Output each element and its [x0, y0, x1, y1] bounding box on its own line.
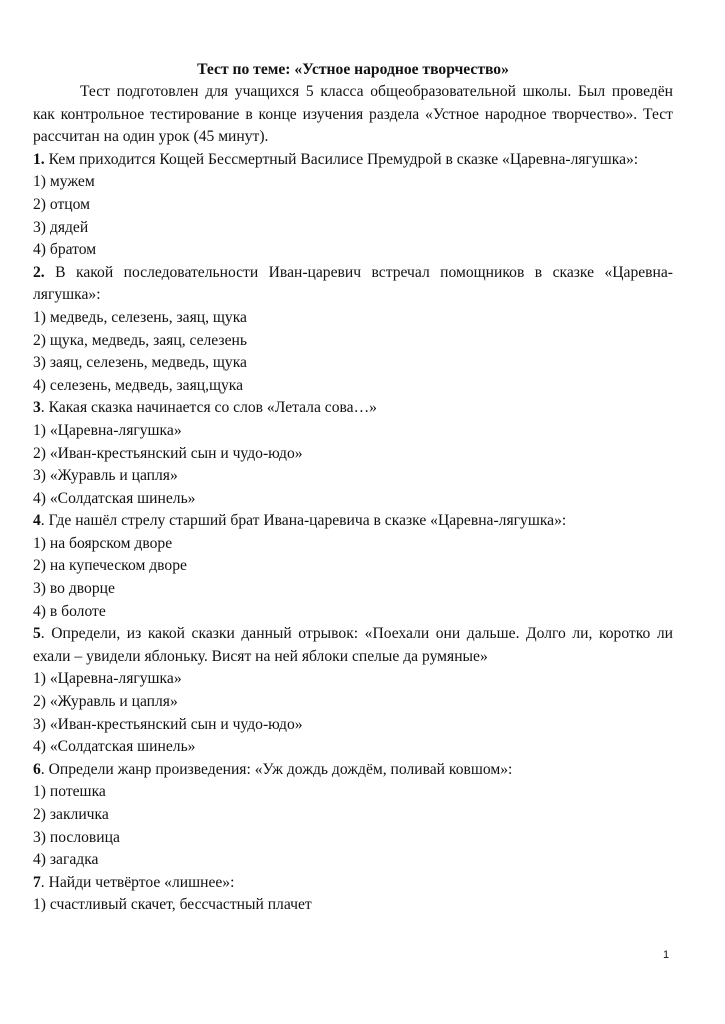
question-text [33, 397, 673, 420]
answer-option: 3) «Журавль и цапля» [33, 467, 178, 485]
answer-options [33, 781, 673, 871]
answer-option: 3) пословица [33, 828, 120, 846]
answer-option: 1) потешка [33, 783, 106, 801]
answer-option: 3) заяц, селезень, медведь, щука [33, 354, 247, 372]
question-text [33, 149, 673, 172]
questions-list [33, 149, 673, 917]
document-title: Тест по теме: «Устное народное творчество» [197, 61, 509, 78]
answer-option: 3) во дворце [33, 580, 115, 598]
answer-option: 1) «Царевна-лягушка» [33, 421, 182, 439]
question-text [33, 759, 673, 782]
answer-options [33, 533, 673, 623]
answer-option: 2) закличка [33, 806, 109, 823]
question-block [33, 623, 673, 759]
answer-option: 1) «Царевна-лягушка» [33, 670, 182, 688]
question-prompt: . Найди четвёртое «лишнее»: [40, 873, 235, 891]
answer-option: 4) селезень, медведь, заяц,щука [33, 376, 244, 394]
question-text [33, 872, 673, 895]
answer-option: 2) отцом [33, 195, 91, 213]
answer-option: 2) на купеческом дворе [33, 557, 187, 575]
question-prompt: . Где нашёл стрелу старший брат Ивана-царевича в сказке «Царевна-лягушка»: [40, 512, 567, 530]
document-intro: Тест подготовлен для учащихся 5 класса общеобразовательной школы. Был проведён как контрольное тестирование в конце изучения раздела «Устное народное творчество». Тест рассчитан на один урок (45 минут). [33, 83, 673, 146]
answer-option: 1) на боярском дворе [33, 534, 173, 552]
question-block [33, 510, 673, 623]
answer-option: 4) братом [33, 241, 97, 259]
question-prompt: В какой последовательности Иван-царевич встречал помощников в сказке «Царевна-лягушка»: [33, 263, 673, 304]
answer-option: 4) «Солдатская шинель» [33, 489, 196, 507]
question-number: 2. [33, 263, 45, 281]
document-page [33, 58, 673, 917]
answer-option: 2) «Журавль и цапля» [33, 693, 178, 711]
answer-option: 2) «Иван-крестьянский сын и чудо-юдо» [33, 444, 303, 462]
answer-option: 1) медведь, селезень, заяц, щука [33, 308, 247, 326]
answer-options [33, 894, 673, 917]
question-prompt: Кем приходится Кощей Бессмертный Василисе Премудрой в сказке «Царевна-лягушка»: [44, 150, 639, 168]
question-block [33, 262, 673, 398]
question-text [33, 623, 673, 668]
question-block [33, 759, 673, 872]
question-number: 1. [33, 150, 45, 168]
answer-options [33, 307, 673, 397]
answer-option: 2) щука, медведь, заяц, селезень [33, 331, 247, 349]
answer-option: 3) дядей [33, 218, 89, 236]
question-prompt: . Определи, из какой сказки данный отрывок: «Поехали они дальше. Долго ли, коротко ли ехали – увидели яблоньку. Висят на ней яблоки спелые да румяные» [33, 625, 673, 665]
answer-option: 4) загадка [33, 851, 99, 869]
question-number: 5 [33, 625, 41, 643]
answer-option: 4) в болоте [33, 602, 106, 620]
question-block [33, 872, 673, 917]
answer-option: 4) «Солдатская шинель» [33, 738, 196, 756]
answer-option: 1) мужем [33, 173, 95, 191]
answer-option: 1) счастливый скачет, бессчастный плачет [33, 896, 312, 914]
question-number: 7 [33, 873, 41, 891]
answer-options [33, 171, 673, 261]
question-prompt: . Определи жанр произведения: «Уж дождь дождём, поливай ковшом»: [40, 760, 513, 778]
question-block [33, 149, 673, 262]
answer-options [33, 420, 673, 510]
answer-options [33, 668, 673, 758]
question-block [33, 397, 673, 510]
page-number: 1 [663, 949, 670, 961]
question-number: 3 [33, 399, 41, 417]
question-text [33, 262, 673, 307]
answer-option: 3) «Иван-крестьянский сын и чудо-юдо» [33, 715, 303, 733]
question-text [33, 510, 673, 533]
question-prompt: . Какая сказка начинается со слов «Летала сова…» [40, 399, 377, 417]
question-number: 4 [33, 512, 41, 530]
question-number: 6 [33, 760, 41, 778]
